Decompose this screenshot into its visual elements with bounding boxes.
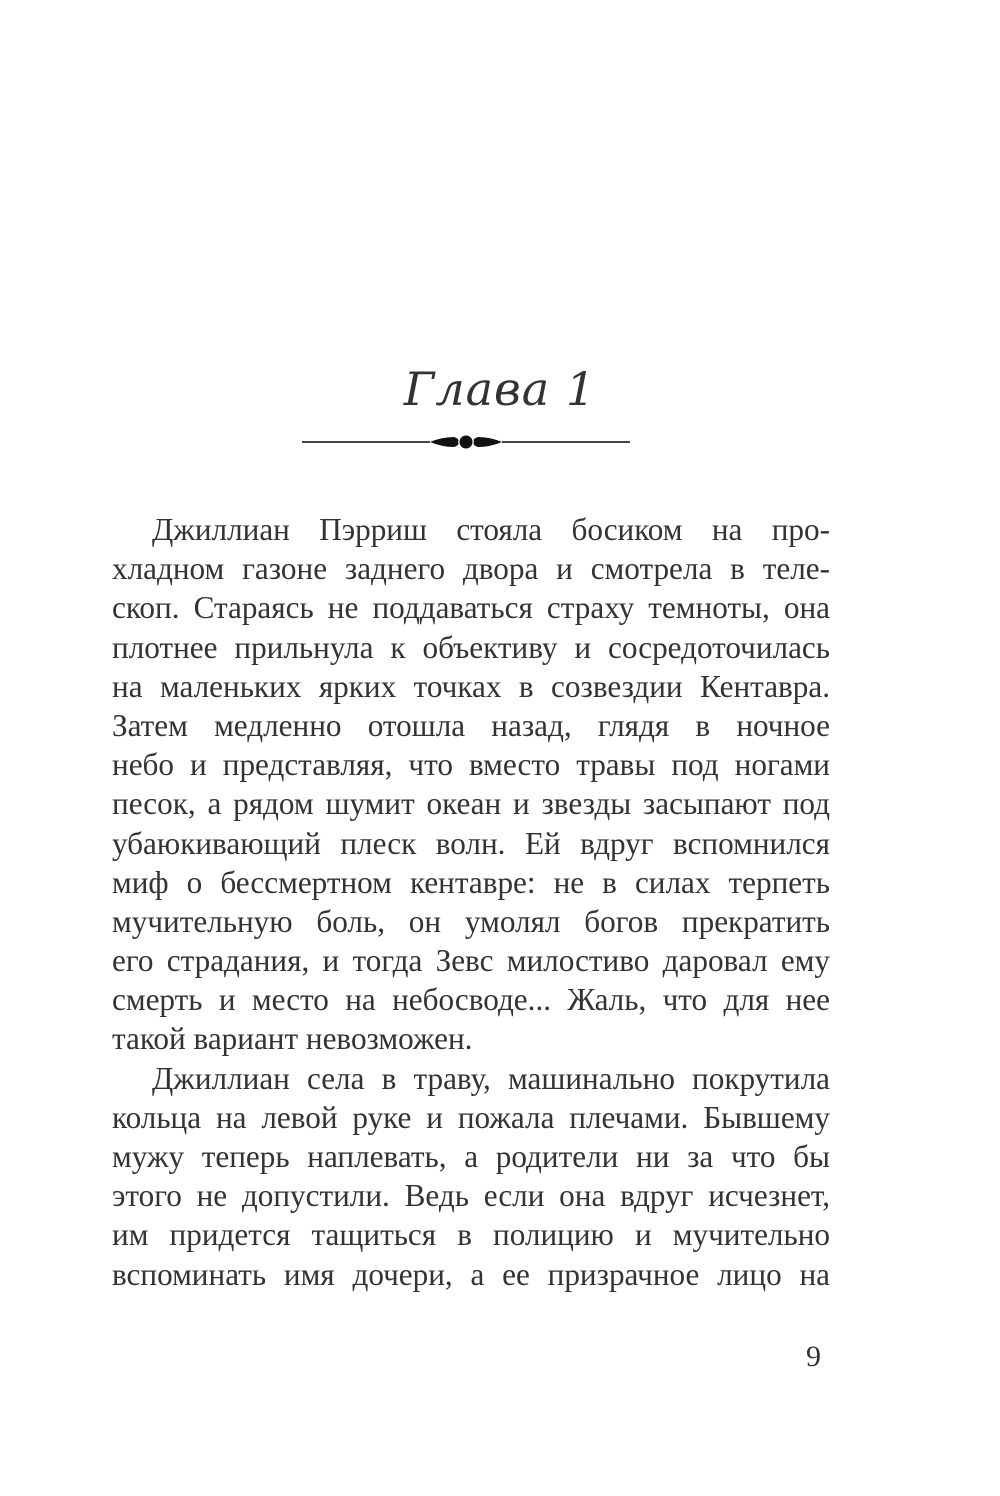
text-line: кольца на левой руке и пожала плечами. Бывшему — [112, 1099, 830, 1135]
text-line: убаюкивающий плеск волн. Ей вдруг вспомнился — [112, 825, 830, 861]
text-line: мужу теперь наплевать, а родители ни за что бы — [112, 1139, 830, 1174]
text-line: его страдания, и тогда Зевс милостиво даровал ему — [112, 943, 830, 979]
text-line: вспоминать имя дочери, а ее призрачное лицо на — [112, 1256, 830, 1292]
text-line: Джиллиан Пэрриш стояла босиком на про- — [152, 512, 830, 547]
text-line: мучительную боль, он умолял богов прекратить — [112, 903, 830, 939]
text-line: Затем медленно отошла назад, глядя в ночное — [112, 707, 830, 743]
text-line: такой вариант невозможен. — [112, 1021, 473, 1057]
paragraph-1 — [112, 510, 830, 1059]
text-line: хладном газоне заднего двора и смотрела в теле- — [112, 551, 830, 587]
text-line: смерть и место на небосводе... Жаль, что для нее — [112, 982, 830, 1018]
text-line: им придется тащиться в полицию и мучительно — [112, 1217, 830, 1253]
text-line: небо и представляя, что вместо травы под ногами — [112, 747, 830, 783]
chapter-body — [112, 510, 830, 1294]
text-line: этого не допустили. Ведь если она вдруг исчезнет, — [112, 1178, 830, 1214]
text-line: миф о бессмертном кентавре: не в силах терпеть — [112, 864, 830, 900]
text-line: скоп. Стараясь не поддаваться страху темноты, она — [112, 590, 830, 626]
page-number: 9 — [806, 1340, 821, 1373]
text-line: Джиллиан села в траву, машинально покрутила — [152, 1060, 830, 1096]
divider-ornament-icon — [302, 428, 630, 456]
text-line: песок, а рядом шумит океан и звезды засыпают под — [112, 786, 830, 822]
paragraph-2 — [112, 1059, 830, 1294]
text-line: на маленьких ярких точках в созвездии Кентавра. — [112, 668, 830, 704]
chapter-title: Глава 1 — [403, 362, 597, 416]
text-line: плотнее прильнула к объективу и сосредоточилась — [112, 629, 830, 665]
